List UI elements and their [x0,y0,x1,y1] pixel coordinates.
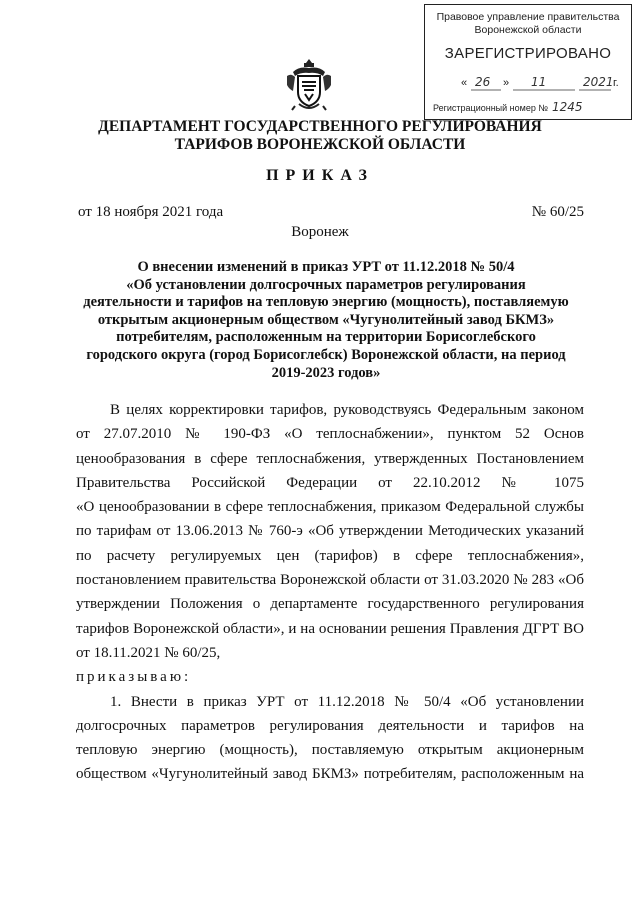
department-title-line-2: ТАРИФОВ ВОРОНЕЖСКОЙ ОБЛАСТИ [174,136,466,153]
preamble-line: по расчету регулируемых цен (тарифов) в сфере теплоснабжения», [76,547,584,564]
document-date: от 18 ноября 2021 года [78,204,224,220]
preamble-line: от 18.11.2021 № 60/25, [76,644,221,661]
stamp-reg-number-label: Регистрационный номер № [433,103,549,113]
item1-line: 1. Внести в приказ УРТ от 11.12.2018 № 50/4 «Об установлении [110,693,584,710]
registration-stamp [424,4,632,120]
stamp-date-open-quote: « [461,77,468,89]
preamble-line: утверждении Положения о департаменте государственного регулирования [76,596,584,613]
document-subject [76,259,576,382]
department-title-line-1: ДЕПАРТАМЕНТ ГОСУДАРСТВЕННОГО РЕГУЛИРОВАНИЯ [98,118,542,135]
stamp-date-close-quote: » [503,77,510,89]
item1-line: тепловую энергию (мощность), поставляемую открытым акционерным [76,742,584,759]
subject-line: «Об установлении долгосрочных параметров регулирования [126,276,526,293]
preamble-line: от 27.07.2010 № 190-ФЗ «О теплоснабжении», пунктом 52 Основ [76,426,584,443]
preamble-line: Правительства Российской Федерации от 22.10.2012 № 1075 [76,474,584,491]
document-city: Воронеж [291,224,349,240]
document-body [76,398,584,787]
stamp-org-line-1: Правовое управление правительства [436,11,620,23]
stamp-date-underlines [435,75,625,95]
preamble-line: В целях корректировки тарифов, руководствуясь Федеральным законом [110,402,584,418]
preamble-line: ценообразования в сфере теплоснабжения, утвержденных Постановлением [76,450,584,467]
stamp-reg-number-value: 1245 [552,100,583,114]
preamble-line: тарифов Воронежской области», и на основании решения Правления ДГРТ ВО [76,620,584,637]
coat-of-arms-icon [285,56,333,112]
stamp-org-line-2: Воронежской области [474,24,582,36]
item1-line: долгосрочных параметров регулирования деятельности и тарифов на [76,717,584,734]
stamp-date-year: 2021 [583,75,614,89]
subject-line: деятельности и тарифов на тепловую энергию (мощность), поставляемую [83,294,569,311]
document-type: ПРИКАЗ [266,167,374,184]
preamble-line: «О ценообразовании в сфере теплоснабжения, приказом Федеральной службы [76,499,584,516]
stamp-date-day: 26 [475,75,491,89]
stamp-org [425,11,631,37]
subject-line: 2019-2023 годов» [271,364,381,381]
preamble-line: постановлением правительства Воронежской области от 31.03.2020 № 283 «Об [76,572,584,589]
stamp-date-suffix: г. [613,77,619,89]
subject-line: О внесении изменений в приказ УРТ от 11.12.2018 № 50/4 [137,259,515,275]
subject-line: потребителям, расположенным на территории Борисоглебского [116,329,536,346]
subject-line: городского округа (город Борисоглебск) Воронежской области, на период [86,346,566,363]
stamp-registered-label: ЗАРЕГИСТРИРОВАНО [444,45,612,62]
item1-line: обществом «Чугунолитейный завод БКМЗ» потребителям, расположенным на [76,766,584,783]
stamp-reg-number [433,100,629,114]
stamp-date-month: 11 [531,75,547,89]
stamp-date [435,75,625,95]
department-title [80,118,560,154]
subject-line: открытым акционерным обществом «Чугунолитейный завод БКМЗ» [97,311,555,328]
document-number: № 60/25 [531,204,584,220]
preamble-line: по тарифам от 13.06.2013 № 760-э «Об утверждении Методических указаний [76,523,584,540]
order-word: приказываю: [76,669,192,686]
